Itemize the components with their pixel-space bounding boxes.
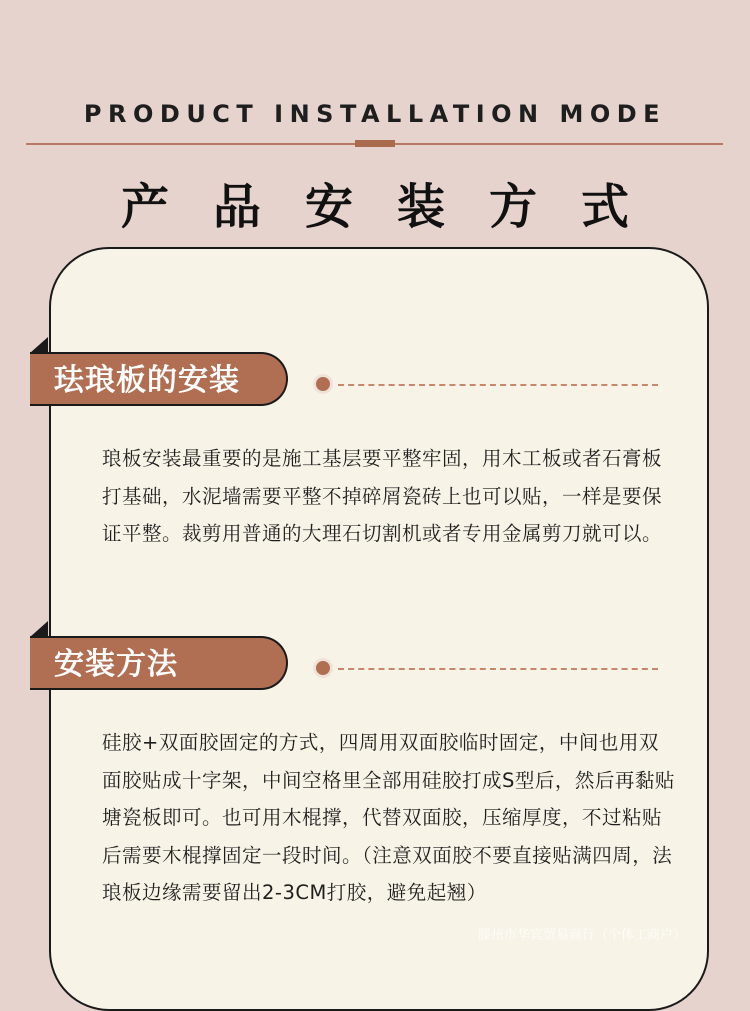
section-dot [316, 377, 330, 391]
section-heading-installation-method: 安装方法 [30, 636, 288, 690]
section-tab-fold [30, 337, 48, 353]
section-dashed-line [338, 668, 658, 670]
section-body-installation-method: 硅胶+双面胶固定的方式，四周用双面胶临时固定，中间也用双面胶贴成十字架，中间空格里全部用硅胶打成S型后，然后再黏贴塘瓷板即可。也可用木棍撑，代替双面胶，压缩厚度，不过粘贴后需要木棍撑固定一段时间。（注意双面胶不要直接贴满四周，法琅板边缘需要留出2-3CM打胶，避免起翘） [102, 731, 675, 904]
header-divider-accent [355, 140, 395, 147]
section-body-enamel-installation: 琅板安装最重要的是施工基层要平整牢固，用木工板或者石膏板打基础，水泥墙需要平整不掉碎屑瓷砖上也可以贴，一样是要保证平整。裁剪用普通的大理石切割机或者专用金属剪刀就可以。 [102, 447, 663, 545]
section-tab-fold [30, 621, 48, 637]
section-dashed-line [338, 384, 658, 386]
section-dot [316, 661, 330, 675]
watermark: 滕州市华宾贸易商行（个体工商户） [478, 928, 687, 943]
header-title-en: PRODUCT INSTALLATION MODE [83, 100, 667, 128]
section-heading-enamel-installation: 珐琅板的安装 [30, 352, 288, 406]
header-title-cn: 产品安装方式 [120, 179, 673, 235]
